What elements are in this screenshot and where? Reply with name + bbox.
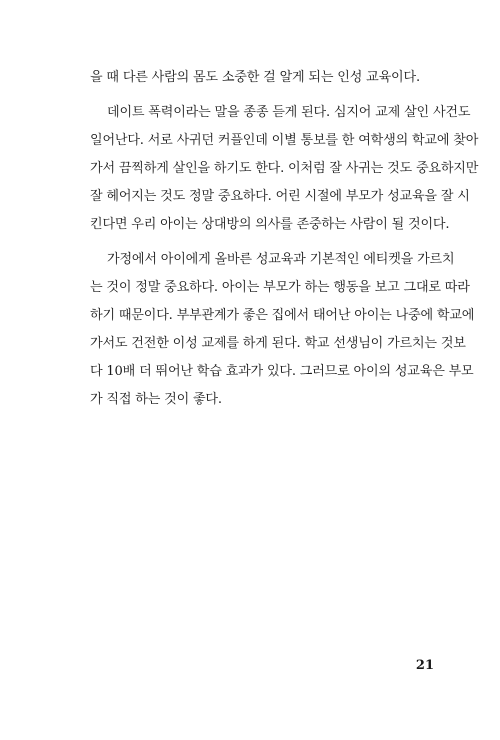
paragraph-3 <box>90 246 475 414</box>
text-line: 가 직접 하는 것이 좋다. <box>90 392 222 407</box>
text-line: 데이트 폭력이라는 말을 종종 듣게 된다. 심지어 교제 살인 사건도 <box>107 105 471 120</box>
text-line: 가정에서 아이에게 올바른 성교육과 기본적인 에티켓을 가르치 <box>107 252 455 267</box>
text-line: 는 것이 정말 중요하다. 아이는 부모가 하는 행동을 보고 그대로 따라 <box>90 280 470 295</box>
text-line: 다 10배 더 뛰어난 학습 효과가 있다. 그러므로 아이의 성교육은 부모 <box>90 364 474 379</box>
text-line: 일어난다. 서로 사귀던 커플인데 이별 통보를 한 여학생의 학교에 찾아 <box>90 133 479 148</box>
text-line: 가서도 건전한 이성 교제를 하게 된다. 학교 선생님이 가르치는 것보 <box>90 336 466 351</box>
text-line: 잘 헤어지는 것도 정말 중요하다. 어린 시절에 부모가 성교육을 잘 시 <box>90 189 470 204</box>
text-line: 하기 때문이다. 부부관계가 좋은 집에서 태어난 아이는 나중에 학교에 <box>90 308 475 323</box>
paragraph-1 <box>90 64 446 92</box>
text-line: 킨다면 우리 아이는 상대방의 의사를 존중하는 사람이 될 것이다. <box>90 217 450 232</box>
paragraph-2 <box>90 99 479 239</box>
body-text <box>90 64 479 414</box>
page-number: 21 <box>415 658 434 673</box>
text-line: 가서 끔찍하게 살인을 하기도 한다. 이처럼 잘 사귀는 것도 중요하지만 <box>90 161 479 176</box>
text-line: 을 때 다른 사람의 몸도 소중한 걸 알게 되는 인성 교육이다. <box>90 70 420 85</box>
